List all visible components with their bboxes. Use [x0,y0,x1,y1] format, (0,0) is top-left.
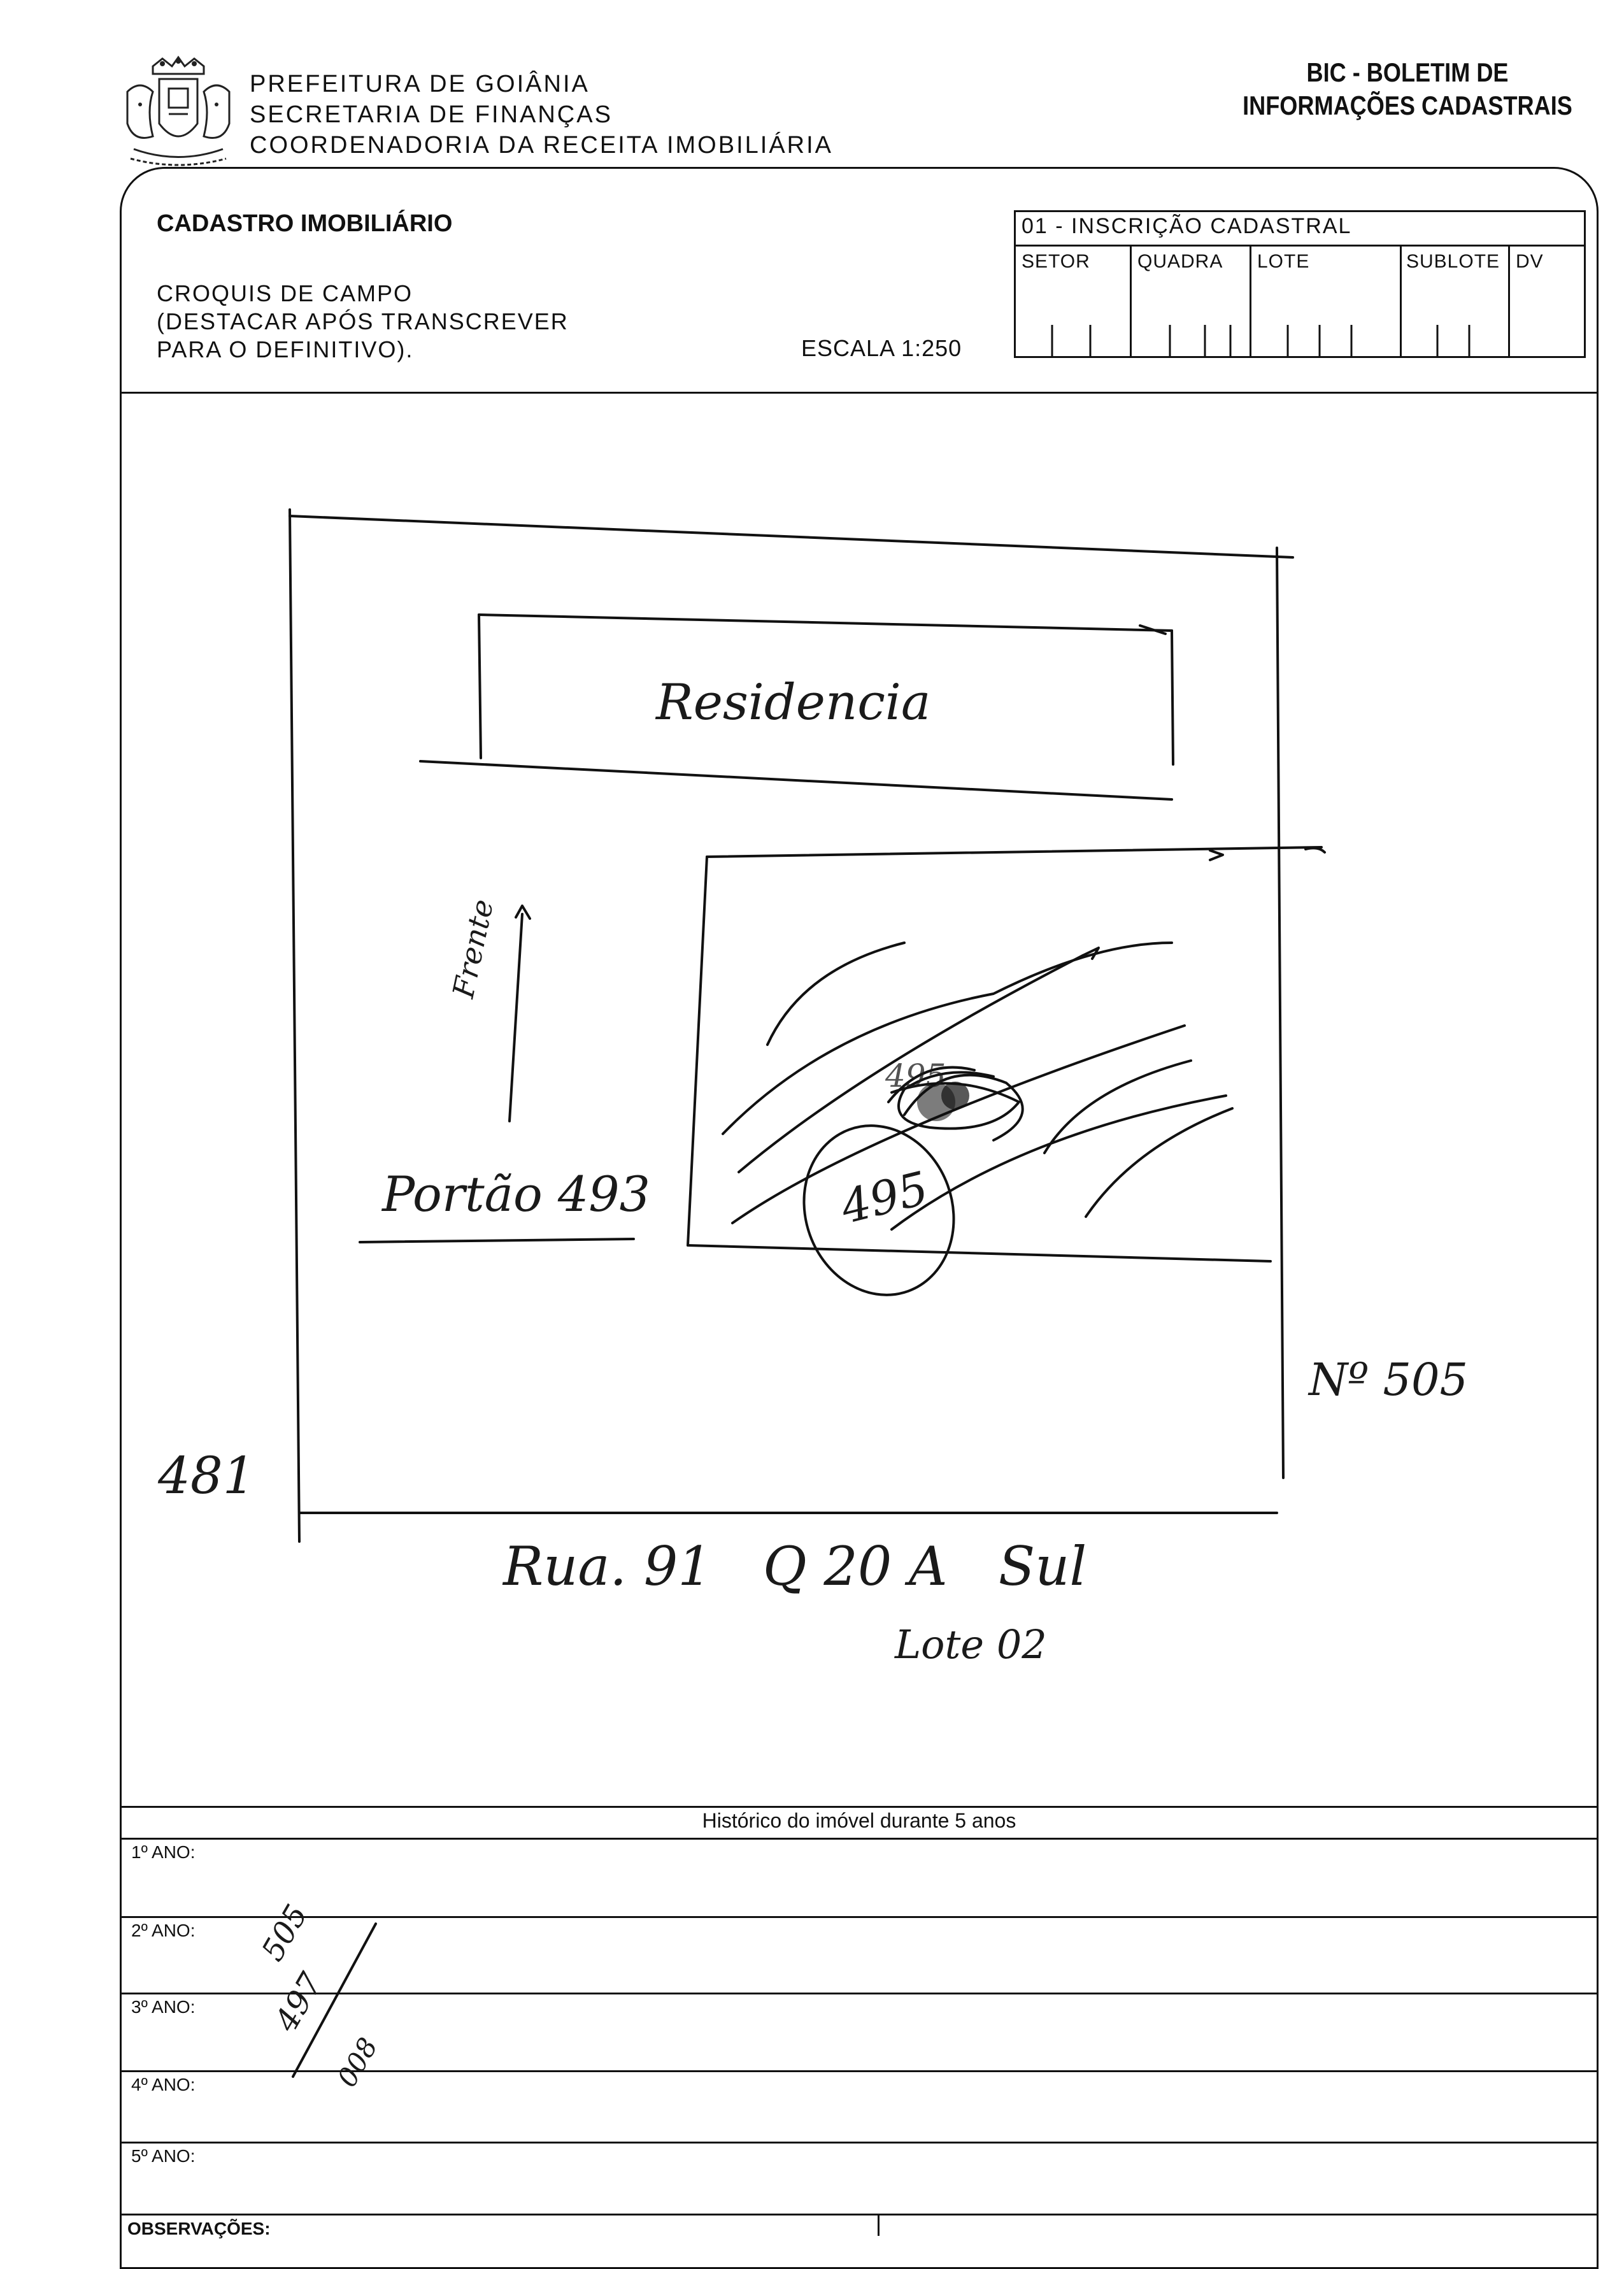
observacoes-label: OBSERVAÇÕES: [127,2219,271,2238]
scale-label: ESCALA 1:250 [801,335,962,361]
historico-top-line [120,1806,1599,1808]
lot-number-label: 495 [835,1161,934,1235]
ano-4-label: 4º ANO: [131,2075,196,2094]
ano-row-divider [120,2142,1599,2144]
bic-title-line2: INFORMAÇÕES CADASTRAIS [1243,90,1572,120]
inscricao-digit-ticks [1014,312,1586,358]
left-neighbor-number: 481 [158,1446,255,1505]
bic-title [1204,56,1611,122]
residencia-label: Residencia [656,674,931,731]
ano-5-label: 5º ANO: [131,2146,196,2166]
col-sublote: SUBLOTE [1406,251,1500,272]
ano-1-label: 1º ANO: [131,1842,196,1862]
historico-title-line [120,1838,1599,1840]
col-dv: DV [1516,251,1544,272]
bic-title-line1: BIC - BOLETIM DE [1306,57,1509,87]
inscricao-divider [1014,245,1586,247]
ano-3-label: 3º ANO: [131,1997,196,2017]
header-prefeitura: PREFEITURA DE GOIÂNIA [250,71,590,97]
croquis-line1: CROQUIS DE CAMPO [157,280,413,306]
observacoes-line [120,2214,1599,2215]
history-note-bottom: 008 [331,2032,384,2093]
col-quadra: QUADRA [1137,251,1223,272]
observacoes-col-sep [878,2214,880,2236]
historico-title: Histórico do imóvel durante 5 anos [702,1809,1016,1832]
croquis-line2: (DESTACAR APÓS TRANSCREVER [157,308,569,334]
history-note-top: 505 [255,1898,315,1967]
street-label: Rua. 91 Q 20 A Sul [503,1535,1087,1598]
portao-label: Portão 493 [382,1166,650,1222]
inscricao-title: 01 - INSCRIÇÃO CADASTRAL [1022,214,1352,238]
ano-2-label: 2º ANO: [131,1921,196,1940]
lote-label: Lote 02 [895,1621,1047,1668]
header-secretaria: SECRETARIA DE FINANÇAS [250,101,613,128]
history-note-mid: 497 [267,1966,330,2038]
col-lote: LOTE [1257,251,1310,272]
croquis-line3: PARA O DEFINITIVO). [157,336,414,362]
frente-label: Frente [446,896,501,1001]
section-title: CADASTRO IMOBILIÁRIO [157,210,453,237]
scribble-number: 495 [885,1057,946,1094]
right-neighbor-number: Nº 505 [1309,1354,1469,1406]
city-coat-of-arms-icon [115,54,242,168]
header-coordenadoria: COORDENADORIA DA RECEITA IMOBILIÁRIA [250,132,834,159]
col-setor: SETOR [1022,251,1090,272]
